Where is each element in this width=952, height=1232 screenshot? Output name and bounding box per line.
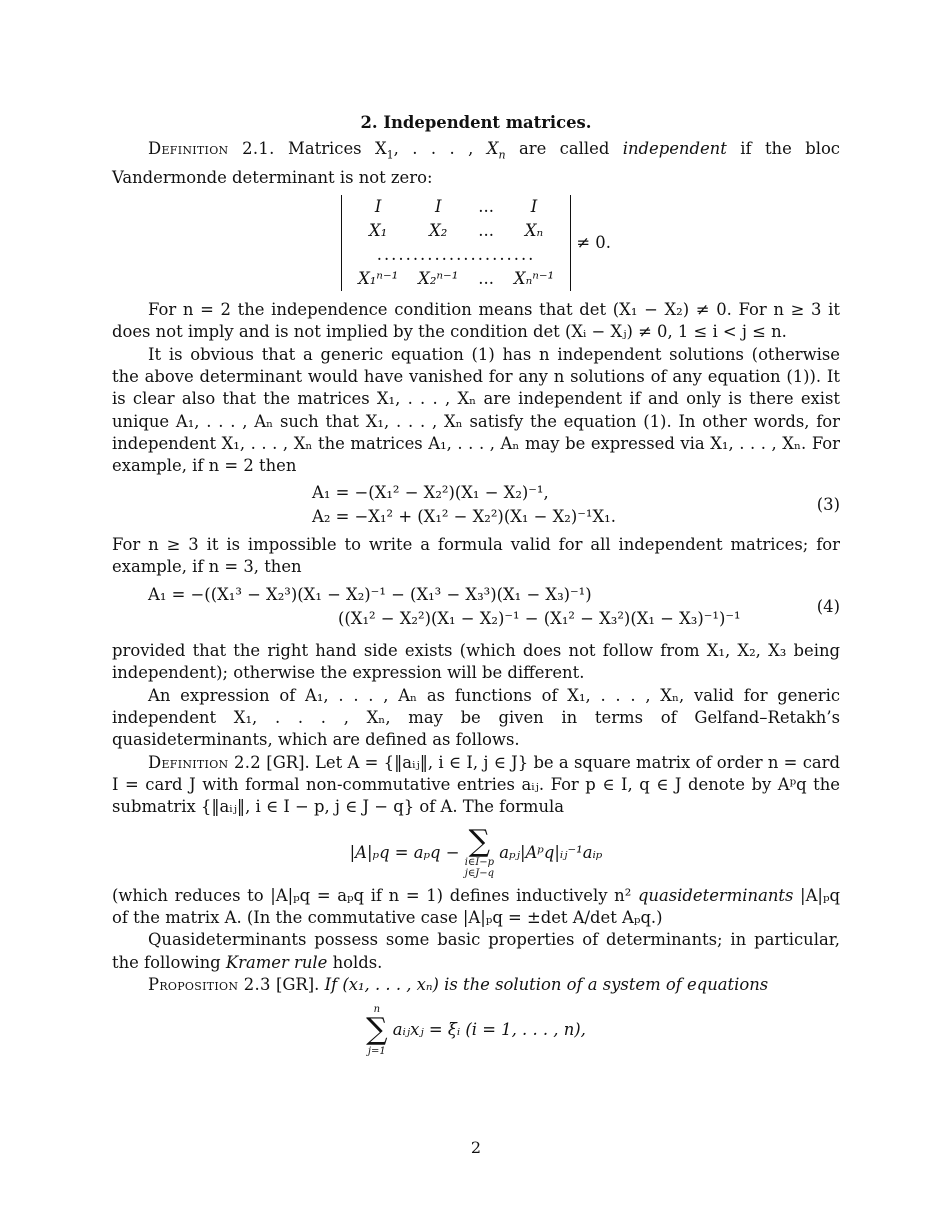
determinant-matrix	[341, 195, 571, 291]
paragraph: Quasideterminants possess some basic properties of determinants; in particular, the following Kramer rule holds.	[112, 930, 840, 972]
paragraph: (which reduces to |A|ₚq = aₚq if n = 1) defines inductively n² quasideterminants |A|ₚq of the matrix A. (In the commutative case |A|ₚq = ±det A/det Aₚq.)	[112, 885, 840, 928]
definition-label: Definition 2.2	[148, 752, 262, 772]
definition-2-2: Definition 2.2 [GR]. Let A = {‖aᵢⱼ‖, i ∈ I, j ∈ J} be a square matrix of order n = card I = card J with formal non-commutative entries aᵢⱼ. For p ∈ I, q ∈ J denote by Aᵖq the submatrix {‖aᵢⱼ‖, i ∈ I − p, j ∈ J − q} of A. The formula	[112, 752, 840, 817]
equation-number: (4)	[816, 597, 840, 617]
equation-number: (3)	[816, 494, 840, 514]
proposition-2-3: Proposition 2.3 [GR]. If (x₁, . . . , xₙ) is the solution of a system of equations	[148, 975, 769, 994]
system-equation: n ∑ j=1 aᵢⱼxⱼ = ξᵢ (i = 1, . . . , n),	[366, 1004, 586, 1057]
sum-operator: ∑ i∈I−p j∈J−q	[464, 823, 495, 879]
paragraph: It is obvious that a generic equation (1) has n independent solutions (otherwise the above determinant would have vanished for any n solutions of any equation (1)). It is clear also that the matrices X₁, . . . , Xₙ are independent if and only is there exist unique A₁, . . . , Aₙ such that X₁, . . . , Xₙ satisfy the equation (1). In other words, for independent X₁, . . . , Xₙ the matrices A₁, . . . , Aₙ may be expressed via X₁, . . . , Xₙ. For example, if n = 2 then	[112, 344, 840, 476]
sum-operator: n ∑ j=1	[366, 1004, 388, 1057]
vandermonde-determinant	[112, 195, 840, 291]
section-title: 2. Independent matrices.	[360, 113, 592, 132]
paragraph: For n ≥ 3 it is impossible to write a formula valid for all independent matrices; for example, if n = 3, then	[112, 534, 840, 576]
paragraph: An expression of A₁, . . . , Aₙ as functions of X₁, . . . , Xₙ, valid for generic independent X₁, . . . , Xₙ, may be given in terms of Gelfand–Retakh’s quasideterminants, which are defined as follows.	[112, 685, 840, 750]
det-dots-row: ......................	[376, 245, 536, 265]
paragraph: provided that the right hand side exists (which does not follow from X₁, X₂, X₃ being independent); otherwise the expression will be different.	[112, 641, 840, 683]
quasideterminant-formula: |A|ₚq = aₚq − ∑ i∈I−p j∈J−q aₚⱼ|Aᵖq|ᵢⱼ⁻¹aᵢₚ	[349, 823, 603, 879]
page-body	[112, 112, 840, 1057]
not-equal-zero: ≠ 0.	[576, 233, 611, 253]
equation-3: A₁ = −(X₁² − X₂²)(X₁ − X₂)⁻¹, A₂ = −X₁² + (X₁² − X₂²)(X₁ − X₂)⁻¹X₁. (3)	[312, 482, 840, 526]
definition-2-1: Definition 2.1. Matrices $X_1$, . . . , $X_n$ are called independent if the bloc Vandermonde determinant is not zero:	[112, 139, 840, 187]
det-row: X₁ X₂ ... Xₙ	[368, 221, 544, 241]
equation-4: A₁ = −((X₁³ − X₂³)(X₁ − X₂)⁻¹ − (X₁³ − X₃³)(X₁ − X₃)⁻¹) ((X₁² − X₂²)(X₁ − X₂)⁻¹ − (X₁² − X₃²)(X₁ − X₃)⁻¹)⁻¹ (4)	[148, 585, 840, 629]
paragraph: For n = 2 the independence condition means that det (X₁ − X₂) ≠ 0. For n ≥ 3 it does not imply and is not implied by the condition det (Xᵢ − Xⱼ) ≠ 0, 1 ≤ i < j ≤ n.	[112, 300, 840, 342]
det-row: I I ... I	[374, 197, 538, 217]
definition-label: Definition 2.1.	[148, 139, 275, 159]
page-number: 2	[470, 1138, 482, 1157]
det-row: X₁ⁿ⁻¹ X₂ⁿ⁻¹ ... Xₙⁿ⁻¹	[358, 269, 555, 289]
proposition-label: Proposition 2.3	[148, 975, 271, 994]
